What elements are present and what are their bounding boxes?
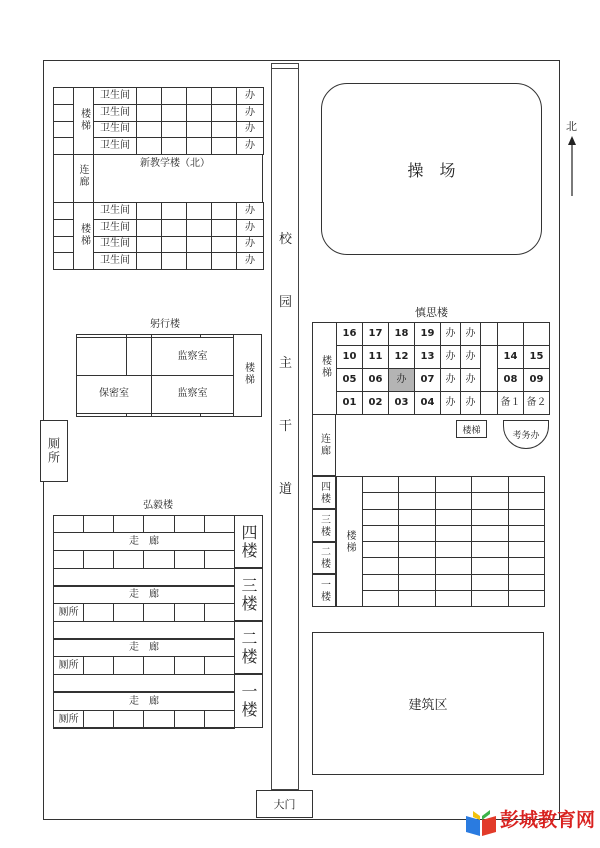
room-15: 15 [524,346,550,369]
room-17: 17 [363,323,389,346]
south-stairs [336,476,363,607]
shexing-stairs-label: 楼梯 [242,362,254,386]
office-label: 办 [237,203,264,220]
restroom-label: 卫生间 [94,121,137,138]
books-logo-icon [464,808,498,838]
room-12: 12 [389,346,415,369]
room-16: 16 [337,323,363,346]
room-19: 19 [415,323,441,346]
restroom-label: 卫生间 [94,253,137,270]
hongyi-corridor: 走 廊 [54,640,235,657]
main-road-char-1: 校 [279,232,293,247]
room-06: 06 [363,369,389,392]
shensi-small-stairs: 楼梯 [456,420,487,438]
hongyi-floor-gap [53,621,235,639]
hongyi-floor-2 [53,639,235,675]
south-stairs-label: 楼梯 [344,529,355,554]
restroom-label: 卫生间 [94,88,137,105]
office-cell: 办 [461,369,481,392]
shexing-title: 躬行楼 [150,319,180,330]
room-14: 14 [498,346,524,369]
hongyi-floor-3 [53,586,235,622]
office-label: 办 [237,236,264,253]
north-arrow-icon [565,136,579,198]
spare-room-2: 备２ [524,392,550,415]
main-road-char-4: 干 [279,419,293,434]
watermark-text: 彭城教育网 [500,809,596,831]
north-stairs-bottom-label: 楼梯 [78,222,90,247]
office-cell: 办 [461,323,481,346]
toilet-outside [40,420,68,482]
empty-cell [524,323,550,346]
hongyi-corridor: 走 廊 [54,533,235,551]
toilet-outside-label: 厕所 [46,437,61,465]
hongyi-toilet: 厕所 [54,657,84,675]
office-label: 办 [237,219,264,236]
office-label: 办 [237,88,264,105]
gate-label: 大门 [273,798,296,811]
south-floor-label-3: 三楼 [312,509,336,542]
restroom-label: 卫生间 [94,104,137,121]
shexing-building [76,334,262,417]
room-09: 09 [524,369,550,392]
hongyi-floor-label-3: 三楼 [234,568,263,621]
hongyi-toilet: 厕所 [54,711,84,729]
hongyi-floor-label-2: 二楼 [234,621,263,674]
shensi-stairs-label: 楼梯 [319,355,331,379]
office-label: 办 [237,104,264,121]
room-03: 03 [389,392,415,415]
room-05: 05 [337,369,363,392]
hongyi-corridor: 走 廊 [54,693,235,711]
hongyi-corridor: 走 廊 [54,587,235,604]
construction-zone [312,632,544,775]
hongyi-toilet: 厕所 [54,604,84,622]
shensi-corridor-label: 连廊 [318,433,330,457]
hongyi-floor-label-4: 四楼 [234,515,263,568]
restroom-label: 卫生间 [94,236,137,253]
room-08: 08 [498,369,524,392]
main-road-char-2: 园 [279,295,293,310]
playground-label: 操 场 [407,160,456,180]
room-02: 02 [363,392,389,415]
north-stairs-top-label: 楼梯 [78,107,90,132]
main-road-char-3: 主 [279,356,293,371]
north-building-bottom-block [53,202,264,270]
room-07: 07 [415,369,441,392]
construction-label: 建筑区 [408,698,448,713]
office-cell: 办 [461,392,481,415]
hongyi-floor-gap [53,674,235,692]
hongyi-floor-4 [53,515,235,569]
south-floor-label-1: 一楼 [312,574,336,607]
restroom-label: 卫生间 [94,203,137,220]
room-04: 04 [415,392,441,415]
north-corridor-label: 连廊 [77,164,88,188]
office-cell: 办 [441,392,461,415]
room-01: 01 [337,392,363,415]
office-cell: 办 [441,346,461,369]
hongyi-floor-label-1: 一楼 [234,674,263,728]
main-road-char-5: 道 [279,482,293,497]
north-label: 北 [566,120,577,133]
office-label: 办 [237,138,264,155]
playground [321,83,542,255]
main-gate [256,790,313,818]
room-10: 10 [337,346,363,369]
hongyi-floor-1 [53,692,235,729]
office-highlighted: 办 [389,369,415,392]
south-building-grid [362,476,545,607]
room-13: 13 [415,346,441,369]
shensi-building [312,322,550,415]
hongyi-title: 弘毅楼 [143,500,173,511]
north-building-top-block [53,87,264,155]
room-11: 11 [363,346,389,369]
secrecy-room: 保密室 [77,375,152,413]
restroom-label: 卫生间 [94,138,137,155]
office-label: 办 [237,253,264,270]
shensi-corridor [312,414,336,476]
shensi-title: 慎思楼 [415,306,448,319]
hongyi-floor-gap [53,568,235,586]
supervision-room-2: 监察室 [152,375,234,413]
office-label: 办 [237,121,264,138]
exam-office: 考务办 [503,420,549,449]
office-cell: 办 [441,369,461,392]
supervision-room-1: 监察室 [152,338,234,376]
south-floor-label-4: 四楼 [312,476,336,509]
south-floor-label-2: 二楼 [312,542,336,574]
office-cell: 办 [441,323,461,346]
spare-room-1: 备１ [498,392,524,415]
empty-cell [498,323,524,346]
north-building-title: 新教学楼（北） [140,158,210,169]
restroom-label: 卫生间 [94,219,137,236]
office-cell: 办 [461,346,481,369]
room-18: 18 [389,323,415,346]
